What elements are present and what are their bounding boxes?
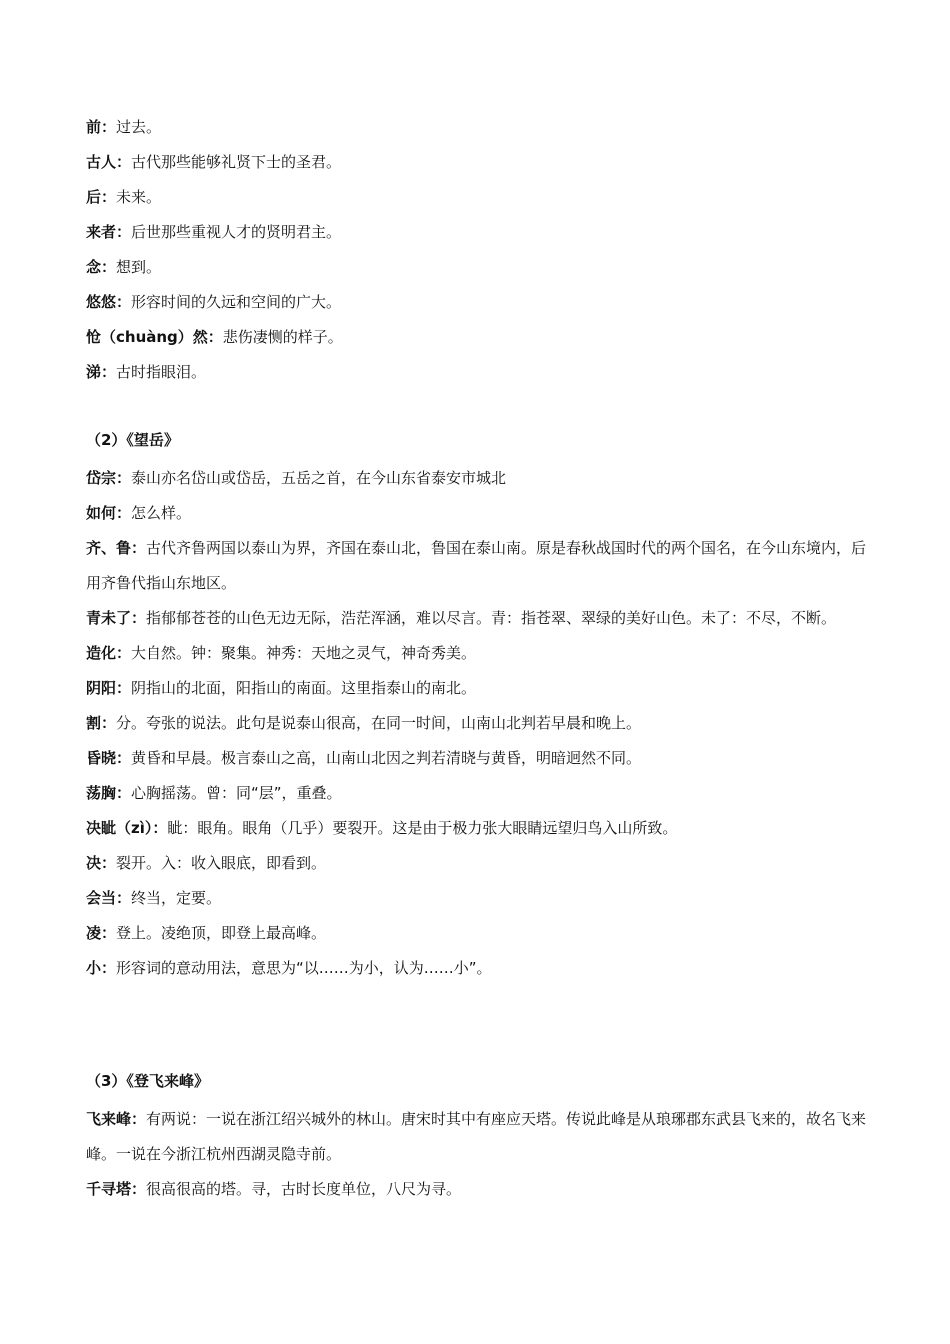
glossary-entry [86,355,868,390]
glossary-definition: 形容词的意动用法，意思为“以……为小，认为……小”。 [116,959,492,977]
section-heading: （2）《望岳》 [86,431,179,449]
glossary-term: 会当： [86,889,132,907]
section-dengfeilaifeng [86,1064,868,1207]
glossary-term: 来者： [86,223,132,241]
glossary-definition: 过去。 [116,118,162,136]
glossary-definition: 登上。凌绝顶，即登上最高峰。 [116,924,327,942]
glossary-term: 造化： [86,644,132,662]
glossary-definition: 阴指山的北面，阳指山的南面。这里指泰山的南北。 [131,679,477,697]
glossary-definition: 心胸摇荡。曾：同“层”，重叠。 [131,784,342,802]
glossary-entry [86,180,868,215]
glossary-entry [86,881,868,916]
glossary-definition: 想到。 [116,258,162,276]
glossary-entry [86,496,868,531]
glossary-term: 悠悠： [86,293,132,311]
section-annotations-1 [86,110,868,390]
section-heading: （3）《登飞来峰》 [86,1072,209,1090]
glossary-definition: 古代齐鲁两国以泰山为界，齐国在泰山北，鲁国在泰山南。原是春秋战国时代的两个国名，在今山东境内，后用齐鲁代指山东地区。 [86,539,867,592]
glossary-term: 小： [86,959,117,977]
glossary-entry [86,110,868,145]
glossary-term: 决： [86,854,117,872]
glossary-definition: 古时指眼泪。 [116,363,207,381]
glossary-term: 决眦（zì）： [86,819,168,837]
glossary-definition: 古代那些能够礼贤下士的圣君。 [131,153,342,171]
glossary-definition: 裂开。入：收入眼底，即看到。 [116,854,327,872]
glossary-entry [86,145,868,180]
section-wangyue [86,423,868,986]
glossary-entry [86,916,868,951]
glossary-definition: 泰山亦名岱山或岱岳，五岳之首，在今山东省泰安市城北 [131,469,507,487]
glossary-definition: 有两说：一说在浙江绍兴城外的林山。唐宋时其中有座应天塔。传说此峰是从琅琊郡东武县飞来的，故名飞来峰。一说在今浙江杭州西湖灵隐寺前。 [86,1110,867,1163]
glossary-term: 齐、鲁： [86,539,147,557]
glossary-entry [86,1172,868,1207]
glossary-term: 昏晓： [86,749,132,767]
glossary-definition: 黄昏和早晨。极言泰山之高，山南山北因之判若清晓与黄昏，明暗迥然不同。 [131,749,642,767]
glossary-term: 阴阳： [86,679,132,697]
glossary-term: 涕： [86,363,117,381]
glossary-entry [86,671,868,706]
glossary-definition: 怎么样。 [131,504,192,522]
glossary-term: 千寻塔： [86,1180,147,1198]
glossary-term: 飞来峰： [86,1110,147,1128]
glossary-entry [86,601,868,636]
glossary-term: 后： [86,188,117,206]
glossary-term: 岱宗： [86,469,132,487]
glossary-entry [86,636,868,671]
glossary-definition: 悲伤凄恻的样子。 [222,328,343,346]
glossary-term: 前： [86,118,117,136]
glossary-definition: 终当，定要。 [131,889,222,907]
glossary-term: 如何： [86,504,132,522]
glossary-entry [86,741,868,776]
glossary-entry [86,320,868,355]
glossary-definition: 后世那些重视人才的贤明君主。 [131,223,342,241]
glossary-term: 怆（chuàng）然： [86,328,223,346]
glossary-entry [86,215,868,250]
glossary-entry [86,846,868,881]
glossary-definition: 眦：眼角。眼角（几乎）要裂开。这是由于极力张大眼睛远望归鸟入山所致。 [167,819,678,837]
glossary-entry [86,1102,868,1172]
glossary-definition: 很高很高的塔。寻，古时长度单位，八尺为寻。 [146,1180,462,1198]
glossary-entry [86,461,868,496]
glossary-term: 凌： [86,924,117,942]
glossary-definition: 指郁郁苍苍的山色无边无际，浩茫浑涵，难以尽言。青：指苍翠、翠绿的美好山色。未了：不尽，不断。 [146,609,837,627]
glossary-definition: 未来。 [116,188,162,206]
glossary-entry [86,776,868,811]
glossary-entry [86,951,868,986]
glossary-term: 念： [86,258,117,276]
glossary-definition: 分。夸张的说法。此句是说泰山很高，在同一时间，山南山北判若早晨和晚上。 [116,714,642,732]
glossary-term: 割： [86,714,117,732]
glossary-definition: 大自然。钟：聚集。神秀：天地之灵气，神奇秀美。 [131,644,477,662]
glossary-entry [86,811,868,846]
glossary-entry [86,706,868,741]
glossary-term: 古人： [86,153,132,171]
glossary-entry [86,285,868,320]
glossary-term: 青未了： [86,609,147,627]
glossary-definition: 形容时间的久远和空间的广大。 [131,293,342,311]
glossary-term: 荡胸： [86,784,132,802]
glossary-entry [86,531,868,601]
glossary-entry [86,250,868,285]
